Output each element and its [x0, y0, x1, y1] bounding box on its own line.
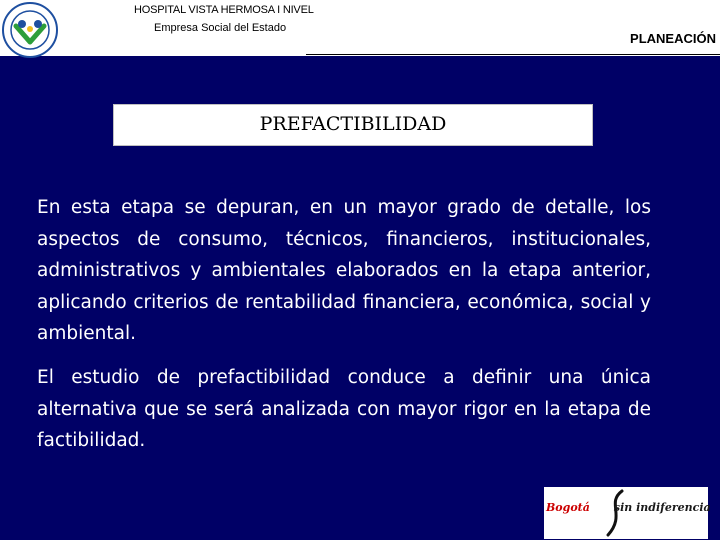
- header-divider: [306, 54, 720, 55]
- section-label: PLANEACIÓN: [630, 31, 716, 46]
- logo-word-bogota: Bogotá: [546, 501, 590, 514]
- logo-word-sin-indiferencia: sin indiferencia: [613, 501, 711, 514]
- slide-title-box: [113, 104, 593, 146]
- hospital-logo-icon: [2, 2, 58, 58]
- hospital-name: HOSPITAL VISTA HERMOSA I NIVEL: [134, 4, 314, 16]
- paragraph-2: El estudio de prefactibilidad conduce a definir una única alternativa que se será analizada con mayor rigor en la etapa de factibilidad.: [37, 367, 651, 451]
- bogota-logo: [544, 487, 711, 539]
- paragraph-1: En esta etapa se depuran, en un mayor grado de detalle, los aspectos de consumo, técnicos, financieros, institucionales, administrativos y ambientales elaborados en la etapa anterior, aplicando criterios de rentabilidad financiera, económica, social y ambiental.: [37, 197, 651, 344]
- hospital-subtitle: Empresa Social del Estado: [154, 22, 287, 34]
- header-band: [0, 0, 720, 56]
- slide-title: PREFACTIBILIDAD: [259, 113, 447, 135]
- bogota-logo-text: [546, 501, 711, 514]
